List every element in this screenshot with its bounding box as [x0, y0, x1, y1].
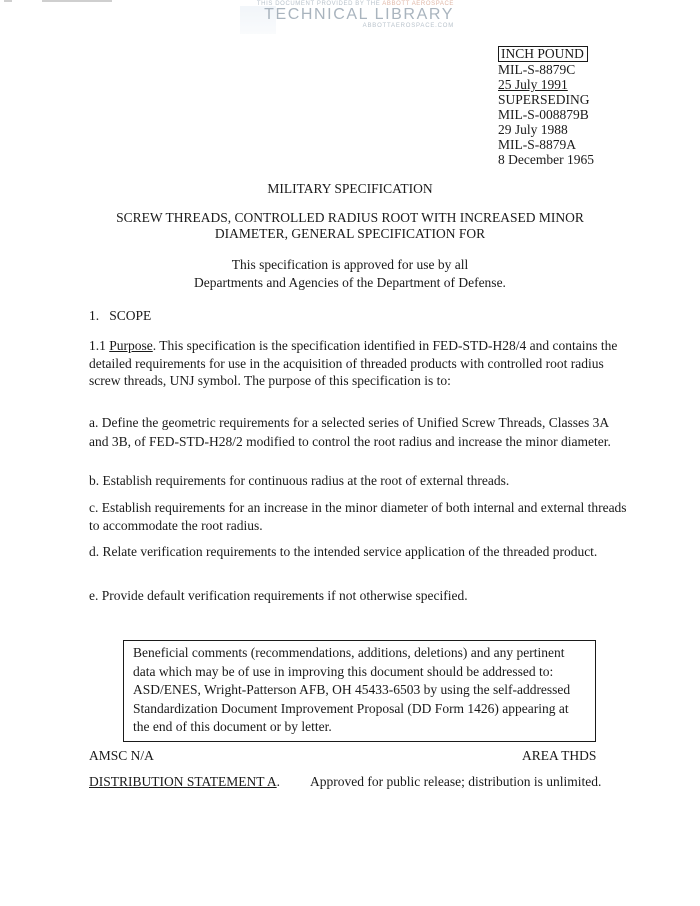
inch-pound-badge: INCH POUND	[498, 46, 588, 62]
list-item	[89, 472, 629, 490]
document-subject	[0, 210, 700, 242]
comments-box: Beneficial comments (recommendations, additions, deletions) and any pertinent data which may be of use in improving this document should be addressed to: ASD/ENES, Wright-Patterson AFB, OH 45433-6503 by using the self-addressed Standardization Document Improvement Proposal (DD Form 1426) appearing at the end of this document or by letter.	[123, 640, 596, 742]
subject-line: SCREW THREADS, CONTROLLED RADIUS ROOT WITH INCREASED MINOR	[116, 210, 584, 225]
list-text: Relate verification requirements to the intended service application of the threaded product.	[102, 544, 598, 559]
section-heading: SCOPE	[109, 308, 152, 323]
list-item	[89, 413, 629, 451]
superseded-number: MIL-S-008879B	[498, 107, 589, 122]
list-item	[89, 499, 629, 534]
scan-artifact	[42, 0, 112, 2]
list-letter: d.	[89, 544, 100, 559]
watermark-brand: ABBOTT AEROSPACE	[382, 1, 454, 7]
section-number: 1.	[89, 308, 100, 323]
list-text: Provide default verification requirements if not otherwise specified.	[101, 588, 468, 603]
list-text: Define the geometric requirements for a selected series of Unified Screw Threads, Classes 3A and 3B, of FED-STD-H28/2 modified to control the root radius and increase the minor diameter.	[89, 415, 611, 449]
watermark-prefix: THIS DOCUMENT PROVIDED BY THE	[256, 1, 381, 7]
list-item	[89, 587, 629, 605]
approval-statement	[0, 256, 700, 292]
distribution-label: DISTRIBUTION STATEMENT A	[89, 774, 277, 789]
section-heading-scope	[89, 307, 629, 325]
distribution-label-suffix: .	[276, 774, 281, 789]
superseded-date: 8 December 1965	[498, 152, 594, 167]
distribution-statement-label	[89, 774, 280, 790]
paragraph-purpose	[89, 337, 629, 390]
list-text: Establish requirements for an increase in the minor diameter of both internal and external threads to accommodate the root radius.	[89, 500, 627, 533]
subject-line: DIAMETER, GENERAL SPECIFICATION FOR	[214, 226, 486, 241]
watermark	[236, 1, 454, 29]
document-date: 25 July 1991	[498, 77, 568, 92]
paragraph-text: . This specification is the specification identified in FED-STD-H28/4 and contains the detailed requirements for use in the acquisition of threaded products with controlled root radius screw threads, UNJ symbol. The purpose of this specification is to:	[89, 338, 618, 388]
list-text: Establish requirements for continuous radius at the root of external threads.	[102, 473, 510, 488]
superseded-number: MIL-S-8879A	[498, 137, 576, 152]
watermark-title: TECHNICAL LIBRARY	[264, 6, 454, 23]
list-letter: e.	[89, 588, 99, 603]
document-number: MIL-S-8879C	[498, 62, 576, 77]
list-letter: b.	[89, 473, 100, 488]
paragraph-number: 1.1	[89, 338, 106, 353]
list-letter: c.	[89, 500, 99, 515]
area-code: AREA THDS	[522, 748, 597, 763]
document-title: MILITARY SPECIFICATION	[267, 181, 433, 196]
document-id-block	[498, 46, 594, 167]
superseding-label: SUPERSEDING	[498, 92, 590, 107]
superseded-date: 29 July 1988	[498, 122, 568, 137]
list-item	[89, 543, 629, 561]
distribution-statement-text: Approved for public release; distribution is unlimited.	[310, 774, 602, 789]
approval-line: Departments and Agencies of the Department of Defense.	[194, 275, 506, 290]
approval-line: This specification is approved for use by all	[231, 257, 469, 272]
watermark-url: ABBOTTAEROSPACE.COM	[362, 23, 454, 29]
list-letter: a.	[89, 415, 99, 430]
amsc-code: AMSC N/A	[89, 748, 154, 763]
paragraph-label: Purpose	[109, 338, 153, 353]
scan-artifact	[4, 0, 12, 2]
